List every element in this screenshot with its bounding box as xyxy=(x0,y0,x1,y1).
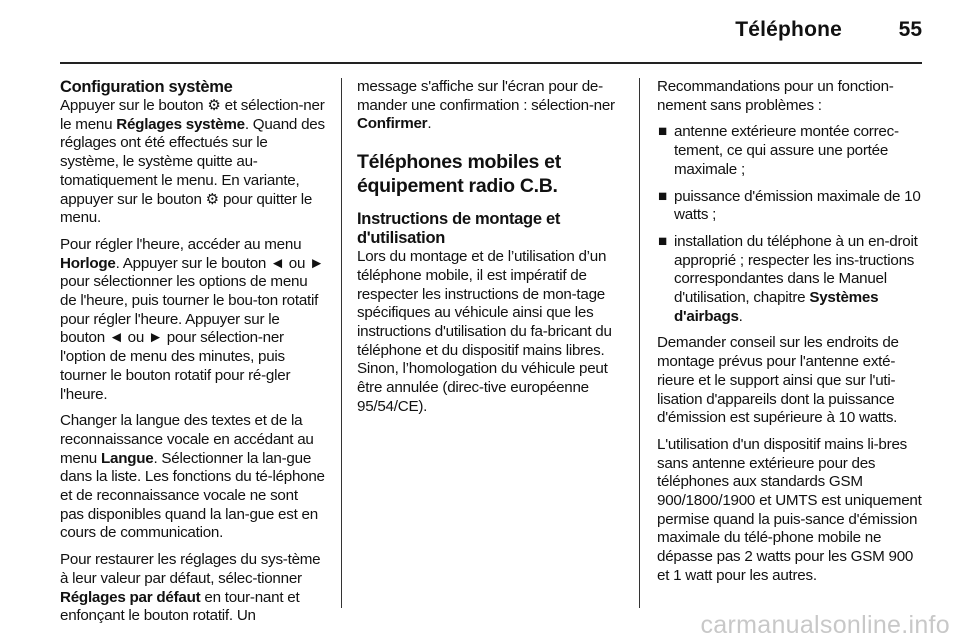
page-number: 55 xyxy=(898,18,922,41)
menu-name: Langue xyxy=(100,449,154,467)
paragraph: L'utilisation d'un dispositif mains li-bres sans antenne extérieure pour des téléphones aux standards GSM 900/1800/1900 et UMTS est uniquement permise quand la puis-sance d'émission maximale du télé-phone mobile ne dépasse pas 2 watts pour les GSM 900 et 1 watt pour les autres. xyxy=(657,435,922,584)
text: installation du téléphone à un en-droit approprié ; respecter les ins-tructions correspondantes dans le Manuel d'utilisation, chapitre xyxy=(674,232,918,307)
text: pour quitter le menu. xyxy=(60,190,313,227)
text: Pour régler l'heure, accéder au menu xyxy=(60,235,302,253)
text: message s'affiche sur l'écran pour de-mander une confirmation : sélection-ner xyxy=(357,78,615,114)
square-bullet-icon: ■ xyxy=(658,123,667,141)
paragraph xyxy=(60,551,325,626)
recommendations-list xyxy=(657,123,923,326)
square-bullet-icon: ■ xyxy=(658,232,667,250)
text: antenne extérieure montée correc-tement, ce qui assure une portée maximale ; xyxy=(674,123,899,178)
subheading-installation: Instructions de montage et d'utilisation xyxy=(357,210,561,248)
text: Appuyer sur le bouton xyxy=(60,97,208,114)
section-heading-mobile-phones: Téléphones mobiles et équipement radio C.B. xyxy=(357,151,561,198)
column-3 xyxy=(657,78,923,594)
text: Changer la langue des textes et de la reconnaissance vocale en accédant au menu xyxy=(60,412,314,467)
paragraph xyxy=(60,236,325,404)
text: . xyxy=(738,307,743,325)
menu-name: Réglages système xyxy=(116,115,245,133)
text: Pour restaurer les réglages du sys-tème à leur valeur par défaut, sélec-tionner xyxy=(60,551,321,587)
text: . Appuyer sur le bouton ◄ ou ► pour sélectionner les options de menu de l'heure, puis tourner le bou-ton rotatif pour régler l'heure. Appuyer sur le bouton ◄ ou ► pour sélection-ner l'option de menu des minutes, puis tourner le bouton rotatif pour ré-gler l'heure. xyxy=(60,254,324,403)
paragraph xyxy=(60,412,325,543)
text: et sélection-ner le menu xyxy=(60,97,325,133)
text: en tour-nant et enfonçant le bouton rotatif. Un xyxy=(60,588,300,625)
text: . Sélectionner la lan-gue dans la liste. Les fonctions du té-léphone et de reconnaissance vocale ne sont pas disponibles quand la lan-gue est en cours de communication. xyxy=(60,449,325,542)
paragraph: Lors du montage et de l’utilisation d’un téléphone mobile, il est impératif de respecter les instructions de mon-tage spécifiques au véhicule ainsi que les instructions d'utilisation du fa-bricant du téléphone et du dispositif mains libres. Sinon, l’homologation du véhicule peut être annulée (direc-tive européenne 95/54/CE). xyxy=(357,248,612,415)
chapter-reference: Systèmes d'airbags xyxy=(674,289,879,325)
watermark: carmanualsonline.info xyxy=(700,611,950,639)
column-divider xyxy=(341,78,342,608)
list-item xyxy=(657,188,923,225)
section-heading-system-config: Configuration système xyxy=(60,78,233,96)
column-2 xyxy=(357,78,623,424)
paragraph: Demander conseil sur les endroits de montage prévus pour l'antenne exté-rieure et le support ainsi que sur l'uti-lisation d'appareils dont la puissance d'émission est supérieure à 10 watts. xyxy=(657,334,899,427)
square-bullet-icon: ■ xyxy=(658,187,667,205)
settings-button-icon: ⚙ xyxy=(205,190,220,208)
text: . xyxy=(427,115,432,133)
menu-name: Horloge xyxy=(60,254,116,272)
menu-name: Réglages par défaut xyxy=(60,588,201,606)
text: puissance d'émission maximale de 10 watts ; xyxy=(674,187,921,224)
list-item xyxy=(657,123,923,179)
settings-button-icon: ⚙ xyxy=(207,97,221,114)
chapter-title: Téléphone xyxy=(735,18,842,41)
page-header xyxy=(0,0,960,62)
paragraph xyxy=(60,97,325,228)
column-1 xyxy=(60,78,325,634)
column-divider xyxy=(639,78,640,608)
paragraph xyxy=(357,78,623,134)
header-rule xyxy=(60,62,922,64)
text: . Quand des réglages ont été effectués sur le système, le système quitte au-tomatiquement le menu. En variante, appuyer sur le bouton xyxy=(60,115,325,208)
list-item xyxy=(657,233,923,327)
menu-name: Confirmer xyxy=(357,115,428,133)
paragraph: Recommandations pour un fonction-nement sans problèmes : xyxy=(657,78,894,114)
